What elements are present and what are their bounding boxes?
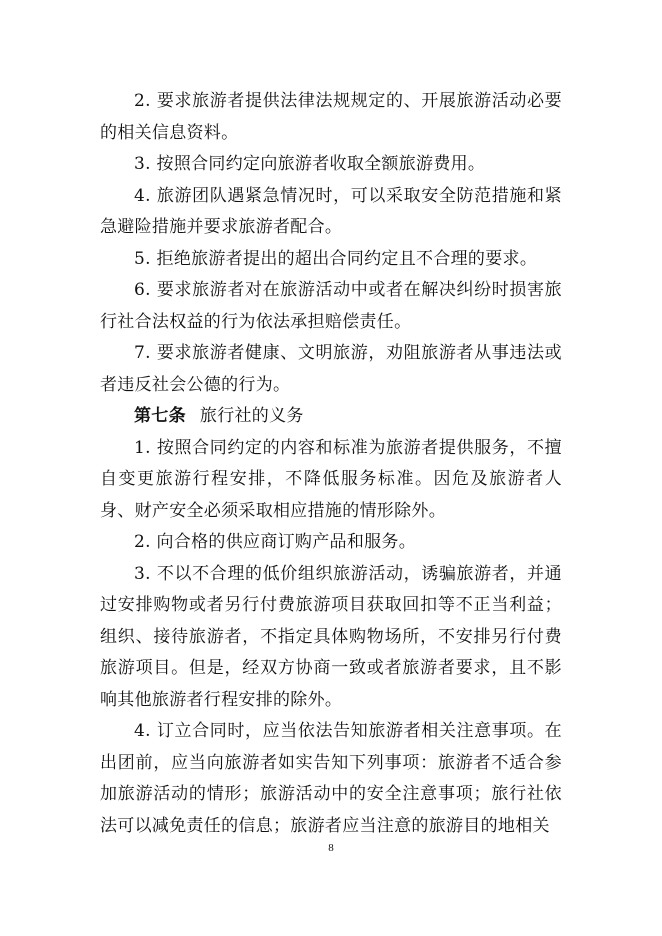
paragraph-item-2: 2. 要求旅游者提供法律法规规定的、开展旅游活动必要的相关信息资料。 xyxy=(100,91,562,143)
obligation-item-4: 4. 订立合同时，应当依法告知旅游者相关注意事项。在出团前，应当向旅游者如实告知下列事项：旅游者不适合参加旅游活动的情形；旅游活动中的安全注意事项；旅行社依法可以减免责任的信息；旅游者应当注意的旅游目的地相关 xyxy=(100,721,562,836)
article-number: 第七条 xyxy=(134,406,186,426)
article-title: 旅行社的义务 xyxy=(199,406,304,426)
paragraph-item-3: 3. 按照合同约定向旅游者收取全额旅游费用。 xyxy=(134,154,486,174)
paragraph-item-5: 5. 拒绝旅游者提出的超出合同约定且不合理的要求。 xyxy=(134,248,538,269)
obligation-item-3: 3. 不以不合理的低价组织旅游活动，诱骗旅游者，并通过安排购物或者另行付费旅游项目获取回扣等不正当利益；组织、接待旅游者，不指定具体购物场所，不安排另行付费旅游项目。但是，经双方协商一致或者旅游者要求，且不影响其他旅游者行程安排的除外。 xyxy=(100,563,562,710)
paragraph-item-4: 4. 旅游团队遇紧急情况时，可以采取安全防范措施和紧急避险措施并要求旅游者配合。 xyxy=(100,185,562,237)
obligation-item-1: 1. 按照合同约定的内容和标准为旅游者提供服务，不擅自变更旅游行程安排，不降低服务标准。因危及旅游者人身、财产安全必须采取相应措施的情形除外。 xyxy=(100,437,562,521)
obligation-item-2: 2. 向合格的供应商订购产品和服务。 xyxy=(134,532,417,552)
page-number: 8 xyxy=(328,842,334,854)
page-body xyxy=(100,86,562,842)
paragraph-item-7: 7. 要求旅游者健康、文明旅游，劝阻旅游者从事违法或者违反社会公德的行为。 xyxy=(100,343,562,395)
paragraph-item-6: 6. 要求旅游者对在旅游活动中或者在解决纠纷时损害旅行社合法权益的行为依法承担赔偿责任。 xyxy=(100,280,562,332)
article-heading xyxy=(100,401,562,433)
